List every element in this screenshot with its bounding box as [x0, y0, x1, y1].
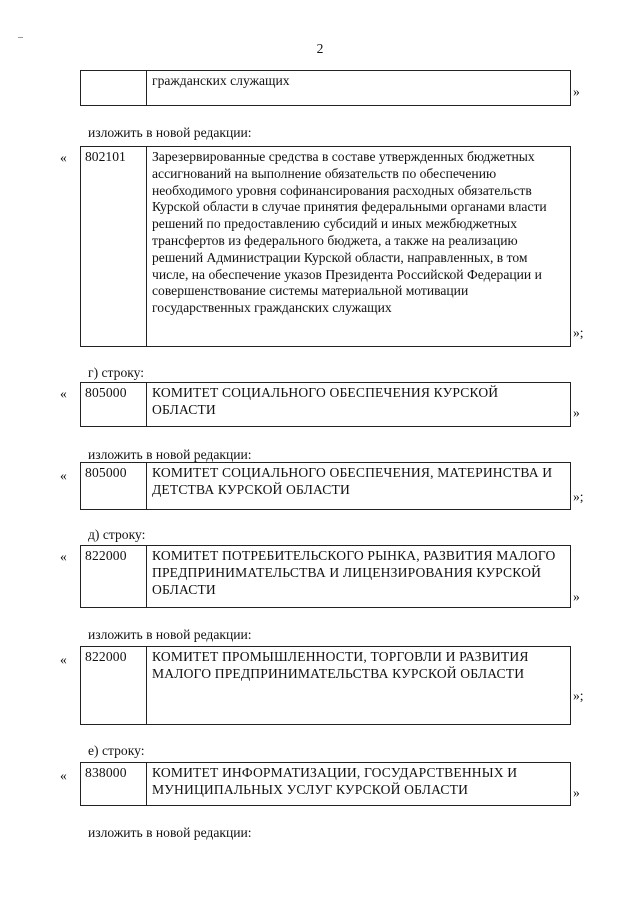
opening-quote: « — [60, 150, 67, 165]
row-name: гражданских служащих — [147, 71, 571, 106]
page-number: 2 — [316, 41, 324, 56]
section-heading: изложить в новой редакции: — [88, 825, 252, 840]
section-heading: изложить в новой редакции: — [88, 125, 252, 140]
opening-quote: « — [60, 768, 67, 783]
table-row — [80, 462, 571, 510]
row-name: КОМИТЕТ СОЦИАЛЬНОГО ОБЕСПЕЧЕНИЯ, МАТЕРИНСТВА И ДЕТСТВА КУРСКОЙ ОБЛАСТИ — [147, 463, 571, 510]
opening-quote: « — [60, 386, 67, 401]
table-row — [80, 545, 571, 608]
closing-quote: »; — [573, 688, 584, 703]
section-heading: д) строку: — [88, 527, 146, 542]
opening-quote: « — [60, 468, 67, 483]
row-name: КОМИТЕТ СОЦИАЛЬНОГО ОБЕСПЕЧЕНИЯ КУРСКОЙ ОБЛАСТИ — [147, 383, 571, 427]
section-heading: е) строку: — [88, 743, 145, 758]
row-code: 822000 — [81, 546, 147, 608]
table-row — [80, 146, 571, 347]
row-name: Зарезервированные средства в составе утвержденных бюджетных ассигнований на выполнение обязательств по обеспечению необходимого уровня софинансирования расходных обязательств Курской области в случае принятия федеральными органами власти решений по предоставлению субсидий и иных межбюджетных трансфертов из федерального бюджета, а также на реализацию решений Администрации Курской области, направленных, в том числе, на обеспечение указов Президента Российской Федерации и совершенствование системы материальной мотивации государственных гражданских служащих — [147, 147, 571, 347]
closing-quote: » — [573, 785, 580, 800]
opening-quote: « — [60, 549, 67, 564]
closing-quote: » — [573, 84, 580, 99]
row-name: КОМИТЕТ ИНФОРМАТИЗАЦИИ, ГОСУДАРСТВЕННЫХ И МУНИЦИПАЛЬНЫХ УСЛУГ КУРСКОЙ ОБЛАСТИ — [147, 763, 571, 806]
closing-quote: » — [573, 405, 580, 420]
section-heading: изложить в новой редакции: — [88, 627, 252, 642]
opening-quote: « — [60, 652, 67, 667]
closing-quote: »; — [573, 489, 584, 504]
row-code: 805000 — [81, 463, 147, 510]
section-heading: г) строку: — [88, 365, 145, 380]
row-code — [81, 71, 147, 106]
row-code: 805000 — [81, 383, 147, 427]
row-name: КОМИТЕТ ПОТРЕБИТЕЛЬСКОГО РЫНКА, РАЗВИТИЯ МАЛОГО ПРЕДПРИНИМАТЕЛЬСТВА И ЛИЦЕНЗИРОВАНИЯ КУРСКОЙ ОБЛАСТИ — [147, 546, 571, 608]
row-code: 802101 — [81, 147, 147, 347]
table-row — [80, 382, 571, 427]
closing-quote: »; — [573, 325, 584, 340]
row-name: КОМИТЕТ ПРОМЫШЛЕННОСТИ, ТОРГОВЛИ И РАЗВИТИЯ МАЛОГО ПРЕДПРИНИМАТЕЛЬСТВА КУРСКОЙ ОБЛАСТИ — [147, 647, 571, 725]
table-row — [80, 762, 571, 806]
row-code: 822000 — [81, 647, 147, 725]
scan-mark — [18, 37, 23, 38]
table-row — [80, 646, 571, 725]
closing-quote: » — [573, 589, 580, 604]
row-code: 838000 — [81, 763, 147, 806]
table-row — [80, 70, 571, 106]
section-heading: изложить в новой редакции: — [88, 447, 252, 462]
